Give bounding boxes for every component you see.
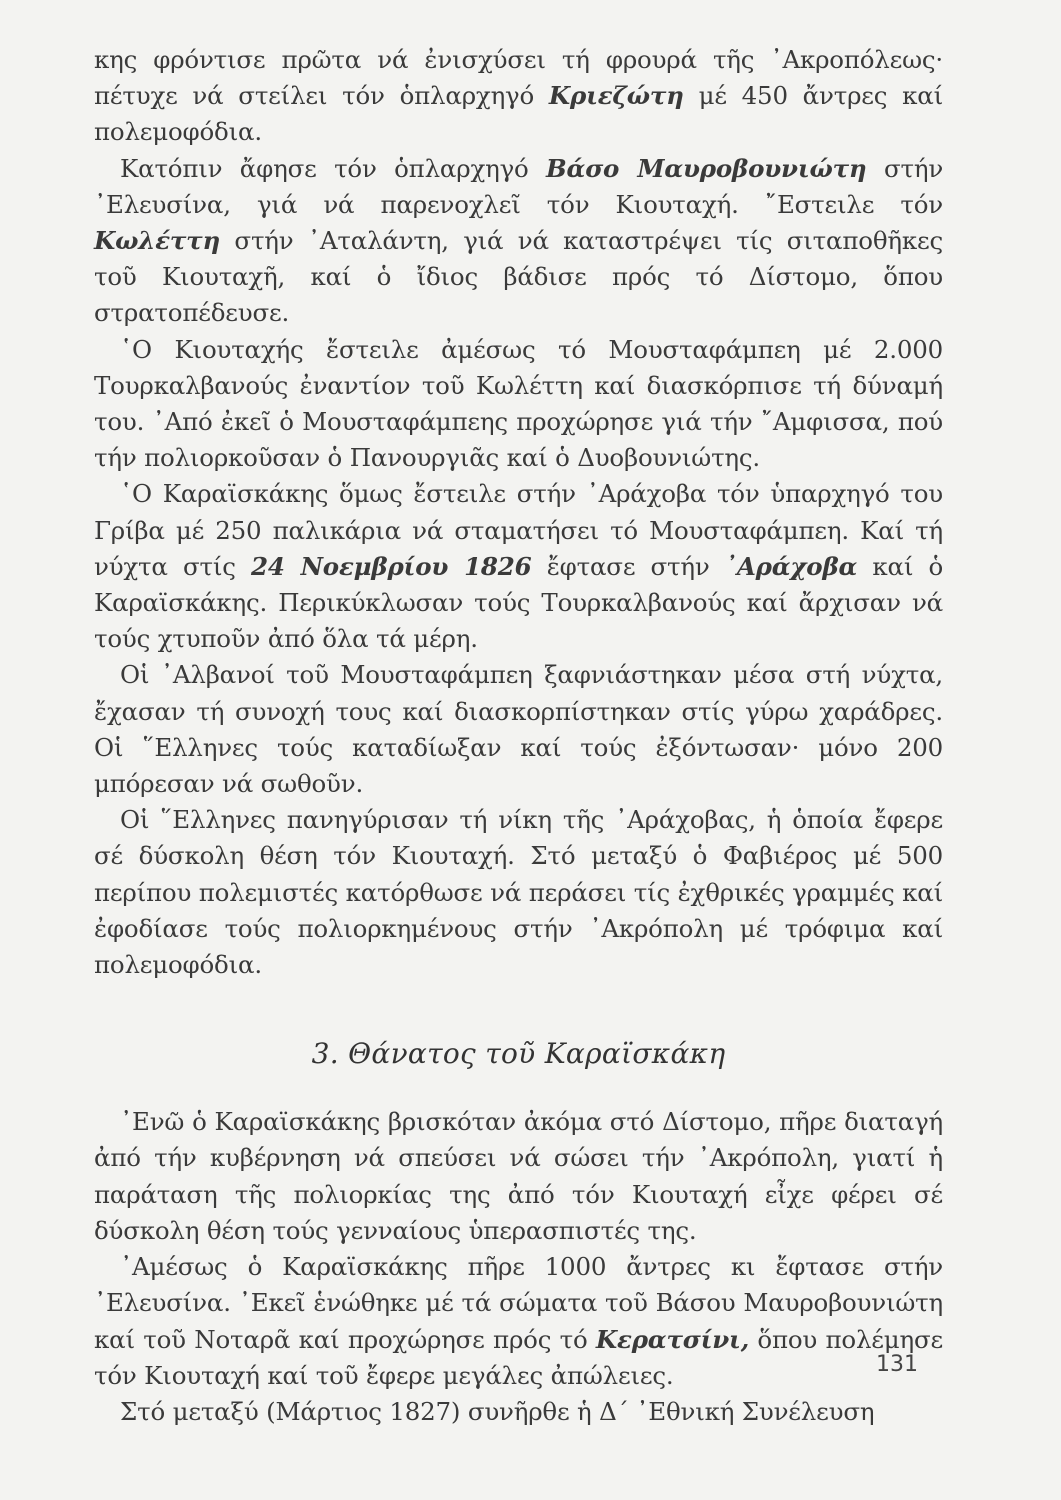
text-run: ῾Ο Κιουταχής ἔστειλε ἀμέσως τό Μουσταφάμπεη μέ 2.000 Τουρκαλβανούς ἐναντίον τοῦ Κωλέττη καί διασκόρπισε τή δύναμή του. ᾿Από ἐκεῖ ὁ Μουσταφάμπεης προχώρησε γιά τήν ῎Αμφισσα, πού τήν πολιορκοῦσαν ὁ Πανουργιᾶς καί ὁ Δυοβουνιώτης. bbox=[94, 334, 943, 473]
text-run: κης φρόντισε πρῶτα νά ἐνισχύσει τή φρουρά τῆς ᾿Ακροπόλεως· πέτυχε νά στείλει τόν ὁπλαρχηγό bbox=[94, 45, 943, 111]
text-run: ῾Ο Καραϊσκάκης ὅμως ἔστειλε στήν ᾿Αράχοβα τόν ὑπαρχηγό του Γρίβα μέ 250 παλικάρια νά σταματήσει τό Μουσταφάμπεη. Καί τή νύχτα στίς bbox=[94, 479, 943, 581]
emphasized-name: ᾿Αράχοβα bbox=[724, 551, 858, 581]
text-run: Κατόπιν ἄφησε τόν ὁπλαρχηγό bbox=[120, 153, 547, 183]
section-heading: 3. Θάνατος τοῦ Καραϊσκάκη bbox=[311, 1037, 726, 1071]
text-run: μέ 450 ἄντρες καί πολεμοφόδια. bbox=[94, 81, 943, 147]
text-run: ᾿Ενῶ ὁ Καραϊσκάκης βρισκόταν ἀκόμα στό Δίστομο, πῆρε διαταγή ἀπό τήν κυβέρνηση νά σπεύσει νά σώσει τήν ᾿Ακρόπολη, γιατί ἡ παράταση τῆς πολιορκίας της ἀπό τόν Κιουταχή εἶχε φέρει σέ δύσκολη θέση τούς γενναίους ὑπερασπιστές της. bbox=[94, 1107, 943, 1245]
paragraph bbox=[94, 476, 943, 657]
emphasized-name: Κριεζώτη bbox=[548, 81, 684, 111]
page-number: 131 bbox=[876, 1352, 918, 1377]
emphasized-name: 24 Νοεμβρίου 1826 bbox=[250, 551, 532, 581]
emphasized-name: Κερατσίνι, bbox=[595, 1324, 750, 1354]
text-run: Οἱ ῞Ελληνες πανηγύρισαν τή νίκη τῆς ᾿Αράχοβας, ἡ ὁποία ἔφερε σέ δύσκολη θέση τόν Κιουταχή. Στό μεταξύ ὁ Φαβιέρος μέ 500 περίπου πολεμιστές κατόρθωσε νά περάσει τίς ἐχθρικές γραμμές καί ἐφοδίασε τούς πολιορκημένους στήν ᾿Ακρόπολη μέ τρόφιμα καί πολεμοφόδια. bbox=[94, 805, 943, 980]
paragraph bbox=[94, 1249, 943, 1394]
paragraph bbox=[94, 151, 943, 332]
bottom-body-text bbox=[94, 1104, 943, 1430]
paragraph bbox=[94, 657, 943, 802]
emphasized-name: Κωλέττη bbox=[94, 226, 221, 256]
top-body-text bbox=[94, 42, 943, 983]
text-run: στήν ᾿Ελευσίνα, γιά νά παρενοχλεῖ τόν Κιουταχή. ῎Εστειλε τόν bbox=[94, 153, 944, 219]
text-run: καί ὁ Καραϊσκάκης. Περικύκλωσαν τούς Τουρκαλβανούς καί ἄρχισαν νά τούς χτυποῦν ἀπό ὅλα τά μέρη. bbox=[94, 551, 944, 654]
paragraph bbox=[94, 42, 943, 151]
text-run: στήν ᾿Αταλάντη, γιά νά καταστρέψει τίς σιταποθῆκες τοῦ Κιουταχῆ, καί ὁ ἴδιος βάδισε πρός τό Δίστομο, ὅπου στρατοπέδευσε. bbox=[94, 226, 943, 328]
text-run: ἔφτασε στήν bbox=[531, 551, 725, 581]
text-run: Οἱ ᾿Αλβανοί τοῦ Μουσταφάμπεη ξαφνιάστηκαν μέσα στή νύχτα, ἔχασαν τή συνοχή τους καί διασκορπίστηκαν στίς γύρω χαράδρες. Οἱ ῞Ελληνες τούς καταδίωξαν καί τούς ἐξόντωσαν· μόνο 200 μπόρεσαν νά σωθοῦν. bbox=[94, 660, 943, 799]
paragraph bbox=[94, 1394, 943, 1430]
emphasized-name: Βάσο Μαυροβουνιώτη bbox=[546, 153, 867, 183]
paragraph bbox=[94, 1104, 943, 1249]
text-run: ὅπου πολέμησε τόν Κιουταχή καί τοῦ ἔφερε μεγάλες ἀπώλειες. bbox=[94, 1324, 943, 1390]
text-run: ᾿Αμέσως ὁ Καραϊσκάκης πῆρε 1000 ἄντρες κι ἔφτασε στήν ᾿Ελευσίνα. ᾿Εκεῖ ἑνώθηκε μέ τά σώματα τοῦ Βάσου Μαυροβουνιώτη καί τοῦ Νοταρᾶ καί προχώρησε πρός τό bbox=[94, 1252, 943, 1354]
paragraph bbox=[94, 802, 943, 983]
paragraph bbox=[94, 332, 943, 477]
text-run: Στό μεταξύ (Μάρτιος 1827) συνῆρθε ἡ Δ΄ ᾿Εθνική Συνέλευση bbox=[120, 1396, 875, 1426]
